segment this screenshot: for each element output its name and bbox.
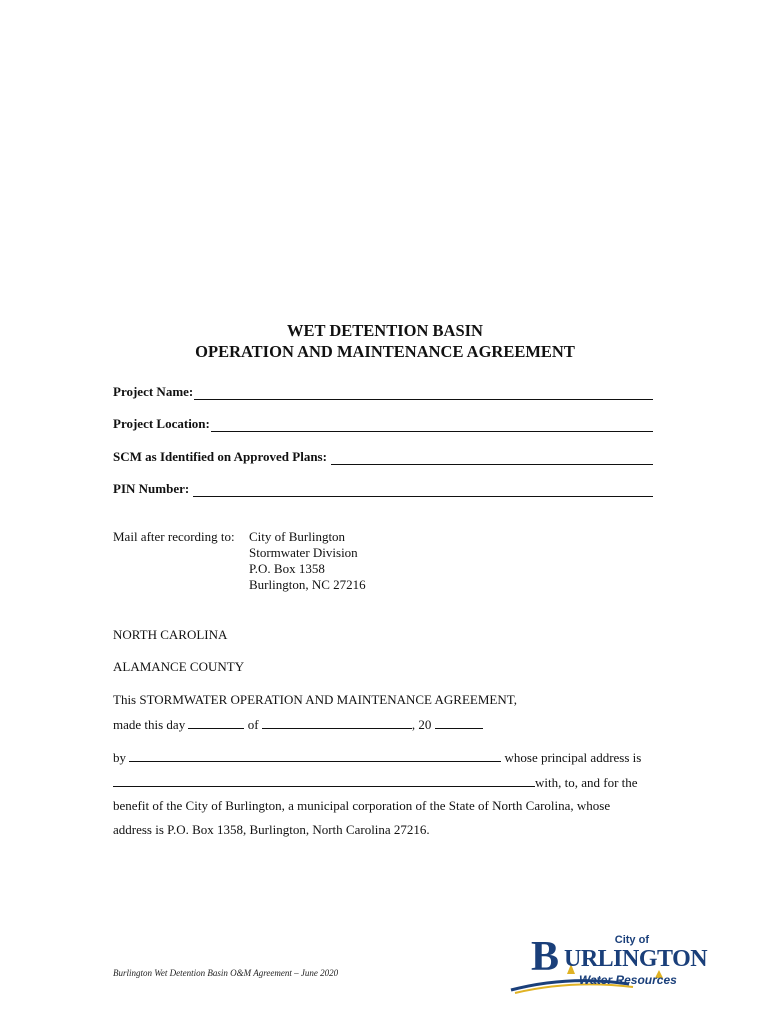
month-blank[interactable] bbox=[262, 716, 412, 729]
agreement-city-address: address is P.O. Box 1358, Burlington, North Carolina 27216. bbox=[113, 822, 430, 837]
day-blank[interactable] bbox=[188, 716, 244, 729]
agreement-intro: This STORMWATER OPERATION AND MAINTENANCE AGREEMENT, bbox=[113, 692, 517, 707]
logo-name: URLINGTON bbox=[564, 946, 708, 972]
logo-initial: B bbox=[531, 934, 560, 980]
project-location-line[interactable] bbox=[211, 417, 653, 432]
document-footer: Burlington Wet Detention Basin O&M Agreement – June 2020 bbox=[113, 968, 339, 978]
agreement-benefit: benefit of the City of Burlington, a municipal corporation of the State of North Carolina, whose bbox=[113, 798, 611, 813]
agreement-party-line bbox=[113, 749, 641, 766]
with-to-for-text: with, to, and for the bbox=[535, 775, 638, 790]
document-title-line1: WET DETENTION BASIN bbox=[287, 321, 483, 340]
pin-number-line[interactable] bbox=[193, 482, 653, 497]
burlington-logo bbox=[509, 934, 708, 994]
pin-number-field[interactable] bbox=[113, 479, 653, 497]
mail-address bbox=[249, 529, 366, 593]
year-blank[interactable] bbox=[435, 716, 483, 729]
whose-address-text: whose principal address is bbox=[504, 750, 642, 765]
project-location-field[interactable] bbox=[113, 414, 653, 432]
project-name-label: Project Name: bbox=[113, 384, 194, 399]
party-address-blank[interactable] bbox=[113, 774, 535, 787]
mail-label: Mail after recording to: bbox=[113, 529, 235, 544]
state-heading: NORTH CAROLINA bbox=[113, 627, 228, 642]
made-this-day-text: made this day bbox=[113, 717, 186, 732]
mail-address-line: Burlington, NC 27216 bbox=[249, 577, 366, 592]
year-prefix-text: 20 bbox=[418, 717, 432, 732]
scm-label: SCM as Identified on Approved Plans: bbox=[113, 449, 327, 464]
mail-address-line: City of Burlington bbox=[249, 529, 346, 544]
mail-address-line: Stormwater Division bbox=[249, 545, 358, 560]
logo-city-of: City of bbox=[614, 934, 649, 946]
logo-subtitle: Water Resources bbox=[579, 973, 677, 987]
mail-address-line: P.O. Box 1358 bbox=[249, 561, 325, 576]
project-name-field[interactable] bbox=[113, 382, 653, 400]
by-text: by bbox=[113, 750, 126, 765]
project-location-label: Project Location: bbox=[113, 416, 210, 431]
scm-field[interactable] bbox=[113, 447, 653, 465]
document-title-line2: OPERATION AND MAINTENANCE AGREEMENT bbox=[195, 342, 575, 361]
party-name-blank[interactable] bbox=[129, 749, 501, 762]
of-text: of bbox=[247, 717, 259, 732]
pin-number-label: PIN Number: bbox=[113, 481, 190, 496]
county-heading: ALAMANCE COUNTY bbox=[113, 659, 245, 674]
agreement-date-line: made this day of , 20 bbox=[113, 716, 483, 733]
scm-line[interactable] bbox=[331, 450, 653, 465]
agreement-address-line bbox=[113, 774, 638, 791]
project-name-line[interactable] bbox=[194, 385, 653, 400]
